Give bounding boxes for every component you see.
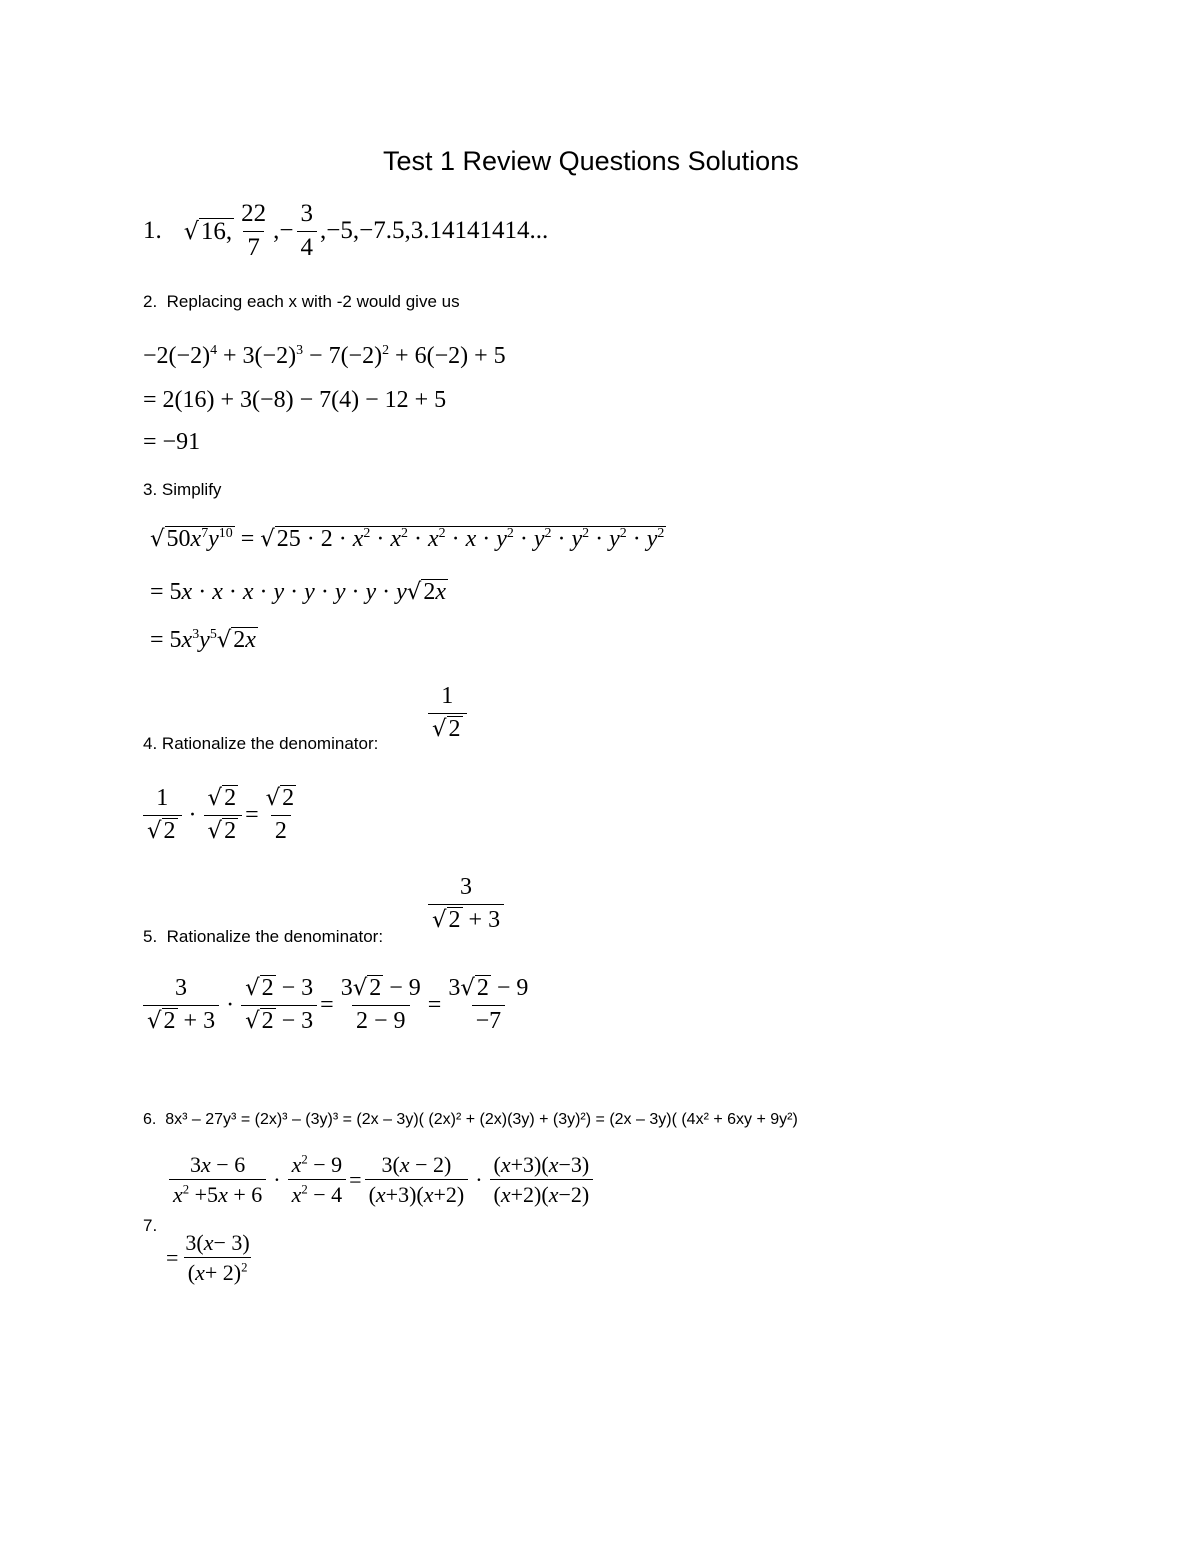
q6-text: 8x³ – 27y³ = (2x)³ – (3y)³ = (2x – 3y)( (2x)² + (2x)(3y) + (3y)²) = (2x – 3y)( (4x² + 6xy + 9y²) xyxy=(165,1111,798,1128)
q3-text: Simplify xyxy=(161,480,222,499)
q6-line xyxy=(143,1111,798,1129)
q7-line-1: $\frac{3x - 6}{x^2 +5x + 6}$ · $\frac{x^2 - 9}{x^2 - 4}$ = $\frac{3(x - 2)}{(x+3)(x+2)}$ · $\frac{(x+3)(x-3)}{(x+2)(x-2)}$ xyxy=(166,1152,596,1208)
q1-expression: 1. √ 16, $\frac{22}{7}$ ,− $\frac{3}{4}$ ,−5,−7.5,3.14141414... xyxy=(143,200,549,261)
q1-fraction-22-7: $\frac{22}{7}$ xyxy=(241,200,267,261)
q6-label: 6. xyxy=(143,1111,157,1128)
q5-label: 5. xyxy=(143,927,158,946)
q3-heading xyxy=(143,480,221,500)
q7-label: 7. xyxy=(143,1216,158,1235)
q4-given-fraction: $\frac{1}{√2}$ xyxy=(428,683,467,743)
page-title: Test 1 Review Questions Solutions xyxy=(383,146,799,176)
q1-sqrt-16: 16, xyxy=(200,217,233,245)
q2-line-3: = −91 xyxy=(143,429,201,455)
q7-line-2: = $\frac{3(x- 3)}{(x+ 2)^2}$ xyxy=(166,1230,250,1286)
q5-given-fraction: $\frac{3}{√2 + 3}$ xyxy=(428,874,504,934)
q2-line-2: = 2(16) + 3(−8) − 7(4) − 12 + 5 xyxy=(143,387,447,413)
q3-label: 3. xyxy=(143,480,158,499)
q1-rest: ,−5,−7.5,3.14141414... xyxy=(320,217,549,245)
q5-solution: $\frac{3}{√2 + 3}$ · $\frac{√2 - 3}{√2 - 3}$ = $\frac{3√2 - 9}{2 - 9}$ = $\frac{3√2 - 9}{-7}$ xyxy=(140,975,535,1035)
q5-text: Rationalize the denominator: xyxy=(166,927,384,946)
q4-label: 4. xyxy=(143,734,158,753)
q3-line-3: = $5x^3y^5√2x$ xyxy=(150,627,256,653)
q2-line-1: $-2(-2)^4 + 3(-2)^3 - 7(-2)^2 + 6(-2) + 5$ xyxy=(143,343,506,369)
q1-fraction-3-4: $\frac{3}{4}$ xyxy=(297,200,318,263)
q2-label: 2. xyxy=(143,292,158,311)
q4-solution: $\frac{1}{√2}$ · $\frac{√2}{√2}$ = $\frac{√2}{2}$ xyxy=(140,785,303,845)
q1-label: 1. xyxy=(143,217,162,245)
q4-text: Rationalize the denominator: xyxy=(161,734,379,753)
q2-heading xyxy=(143,292,460,312)
q3-line-1: $√50x^7y^{10} = √25 \cdot 2 \cdot x^2 \cdot x^2 \cdot x^2 \cdot x \cdot y^2 \cdot y^2 \cdot y^2 \cdot y^2 \cdot y^2$ xyxy=(150,526,665,552)
q5-heading xyxy=(143,927,383,947)
q4-heading xyxy=(143,734,378,754)
q1-separator: ,− xyxy=(273,217,294,245)
q3-line-2: = 5x · x · x · y · y · y · y · y√2x xyxy=(150,579,446,605)
q2-text: Replacing each x with -2 would give us xyxy=(166,292,460,311)
